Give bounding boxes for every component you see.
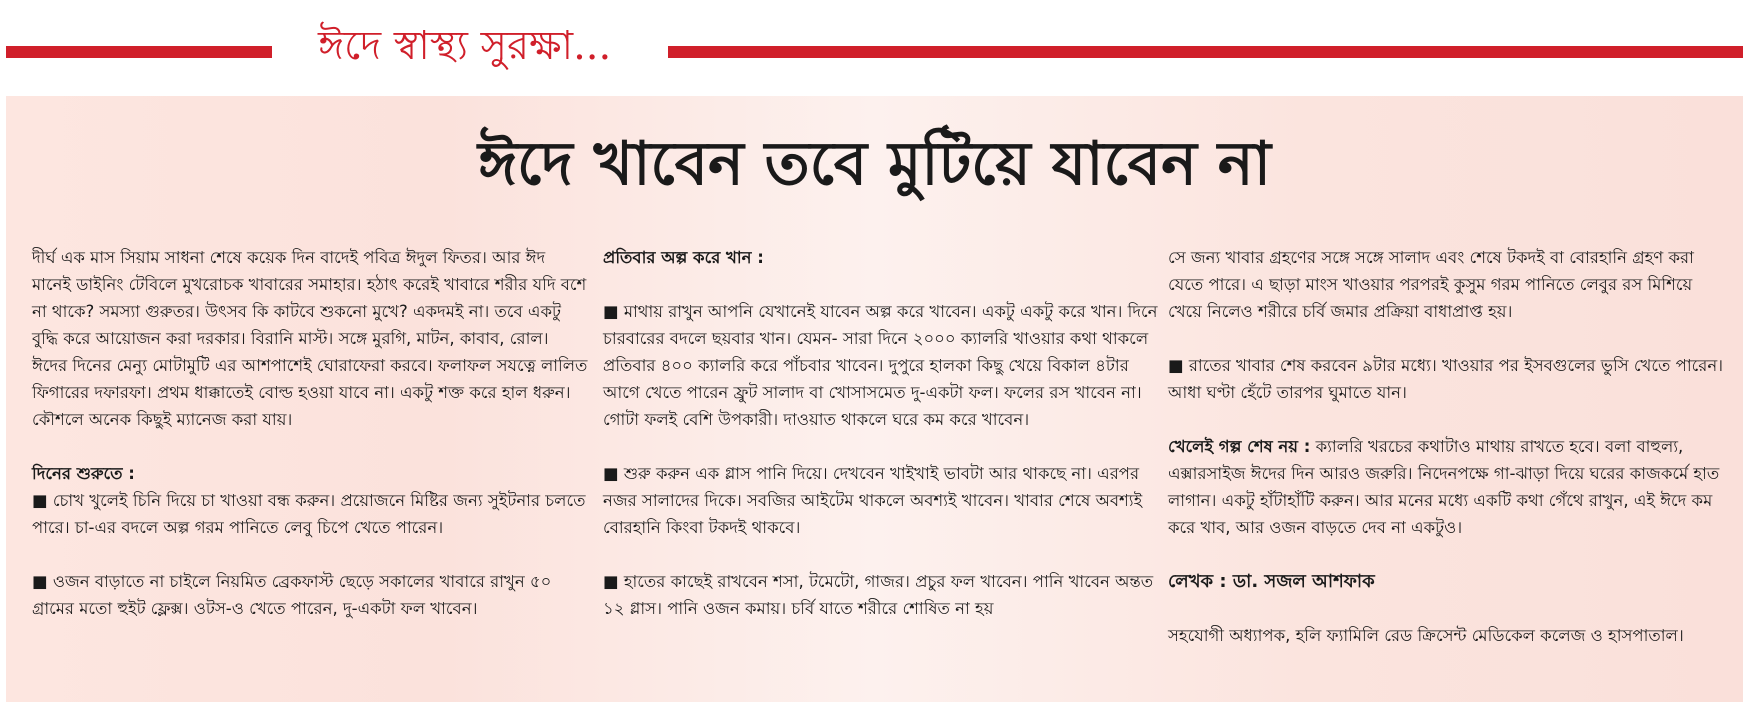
exercise-paragraph xyxy=(1168,433,1724,541)
left-red-rule xyxy=(6,46,272,58)
column-1 xyxy=(32,244,588,649)
section-title: ঈদে স্বাস্থ্য সুরক্ষা... xyxy=(318,23,612,69)
column-3 xyxy=(1168,244,1724,676)
author-byline: লেখক : ডা. সজল আশফাক xyxy=(1168,571,1375,592)
bullet-paragraph: ■ চোখ খুলেই চিনি দিয়ে চা খাওয়া বন্ধ করুন। প্রয়োজনে মিষ্টির জন্য সুইটনার চলতে পারে। চা-এর বদলে অল্প গরম পানিতে লেবু চিপে খেতে পারেন। xyxy=(32,491,586,537)
continued-paragraph: সে জন্য খাবার গ্রহণের সঙ্গে সঙ্গে সালাদ এবং শেষে টকদই বা বোরহানি গ্রহণ করা যেতে পারে। এ ছাড়া মাংস খাওয়ার পরপরই কুসুম গরম পানিতে লেবুর রস মিশিয়ে খেয়ে নিলেও শরীরে চর্বি জমার প্রক্রিয়া বাধাপ্রাপ্ত হয়। xyxy=(1168,248,1694,321)
intro-paragraph: দীর্ঘ এক মাস সিয়াম সাধনা শেষে কয়েক দিন বাদেই পবিত্র ঈদুল ফিতর। আর ঈদ মানেই ডাইনিং টেবিলে মুখরোচক খাবারের সমাহার। হঠাৎ করেই খাবারে শরীর যদি বশে না থাকে? সমস্যা গুরুতর। উৎসব কি কাটবে শুকনো মুখে? একদমই না। তবে একটু বুদ্ধি করে আয়োজন করা দরকার। বিরানি মাস্ট। সঙ্গে মুরগি, মাটন, কাবাব, রোল। ঈদের দিনের মেন্যু মোটামুটি এর আশপাশেই ঘোরাফেরা করবে। ফলাফল সযত্নে লালিত ফিগারের দফারফা। প্রথম ধাক্কাতেই বোল্ড হওয়া যাবে না। একটু শক্ত করে হাল ধরুন। কৌশলে অনেক কিছুই ম্যানেজ করা যায়। xyxy=(32,248,588,429)
bullet-paragraph: ■ রাতের খাবার শেষ করবেন ৯টার মধ্যে। খাওয়ার পর ইসবগুলের ভুসি খেতে পারেন। আধা ঘণ্টা হেঁটে তারপর ঘুমাতে যান। xyxy=(1168,356,1724,402)
bullet-paragraph: ■ শুরু করুন এক গ্লাস পানি দিয়ে। দেখবেন খাইখাই ভাবটা আর থাকছে না। এরপর নজর সালাদের দিকে। সবজির আইটেম থাকলে অবশ্যই খাবেন। খাবার শেষে অবশ্যই বোরহানি কিংবা টকদই থাকবে। xyxy=(603,464,1143,537)
author-affiliation: সহযোগী অধ্যাপক, হলি ফ্যামিলি রেড ক্রিসেন্ট মেডিকেল কলেজ ও হাসপাতাল। xyxy=(1168,626,1684,645)
subheading-small-portions: প্রতিবার অল্প করে খান : xyxy=(603,248,764,267)
headline: ঈদে খাবেন তবে মুটিয়ে যাবেন না xyxy=(477,129,1271,199)
bullet-paragraph: ■ ওজন বাড়াতে না চাইলে নিয়মিত ব্রেকফাস্ট ছেড়ে সকালের খাবারে রাখুন ৫০ গ্রামের মতো হুইট ফ্লেক্স। ওটস-ও খেতে পারেন, দু-একটা ফল খাবেন। xyxy=(32,572,552,618)
right-red-rule xyxy=(668,46,1743,58)
bullet-paragraph: ■ হাতের কাছেই রাখবেন শসা, টমেটো, গাজর। প্রচুর ফল খাবেন। পানি খাবেন অন্তত ১২ গ্লাস। পানি ওজন কমায়। চর্বি যাতে শরীরে শোষিত না হয় xyxy=(603,572,1154,618)
subheading-morning: দিনের শুরুতে : xyxy=(32,464,135,483)
exercise-text: ক্যালরি খরচের কথাটাও মাথায় রাখতে হবে। বলা বাহুল্য, এক্সারসাইজ ঈদের দিন আরও জরুরি। নিদেনপক্ষে গা-ঝাড়া দিয়ে ঘরের কাজকর্মে হাত লাগান। একটু হাঁটাহাঁটি করুন। আর মনের মধ্যে একটি কথা গেঁথে রাখুন, এই ঈদে কম করে খাব, আর ওজন বাড়তে দেব না একটুও। xyxy=(1168,437,1720,537)
column-2 xyxy=(603,244,1159,649)
bullet-paragraph: ■ মাথায় রাখুন আপনি যেখানেই যাবেন অল্প করে খাবেন। একটু একটু করে খান। দিনে চারবারের বদলে ছয়বার খান। যেমন- সারা দিনে ২০০০ ক্যালরি খাওয়ার কথা থাকলে প্রতিবার ৪০০ ক্যালরি করে পাঁচবার খাবেন। দুপুরে হালকা কিছু খেয়ে বিকাল ৪টার আগে খেতে পারেন ফ্রুট সালাদ বা খোসাসমেত দু-একটা ফল। ফলের রস খাবেন না। গোটা ফলই বেশি উপকারী। দাওয়াত থাকলে ঘরে কম করে খাবেন। xyxy=(603,302,1158,429)
exercise-lead: খেলেই গল্প শেষ নয় : xyxy=(1168,437,1311,456)
section-header xyxy=(0,0,1743,96)
article xyxy=(6,96,1743,702)
